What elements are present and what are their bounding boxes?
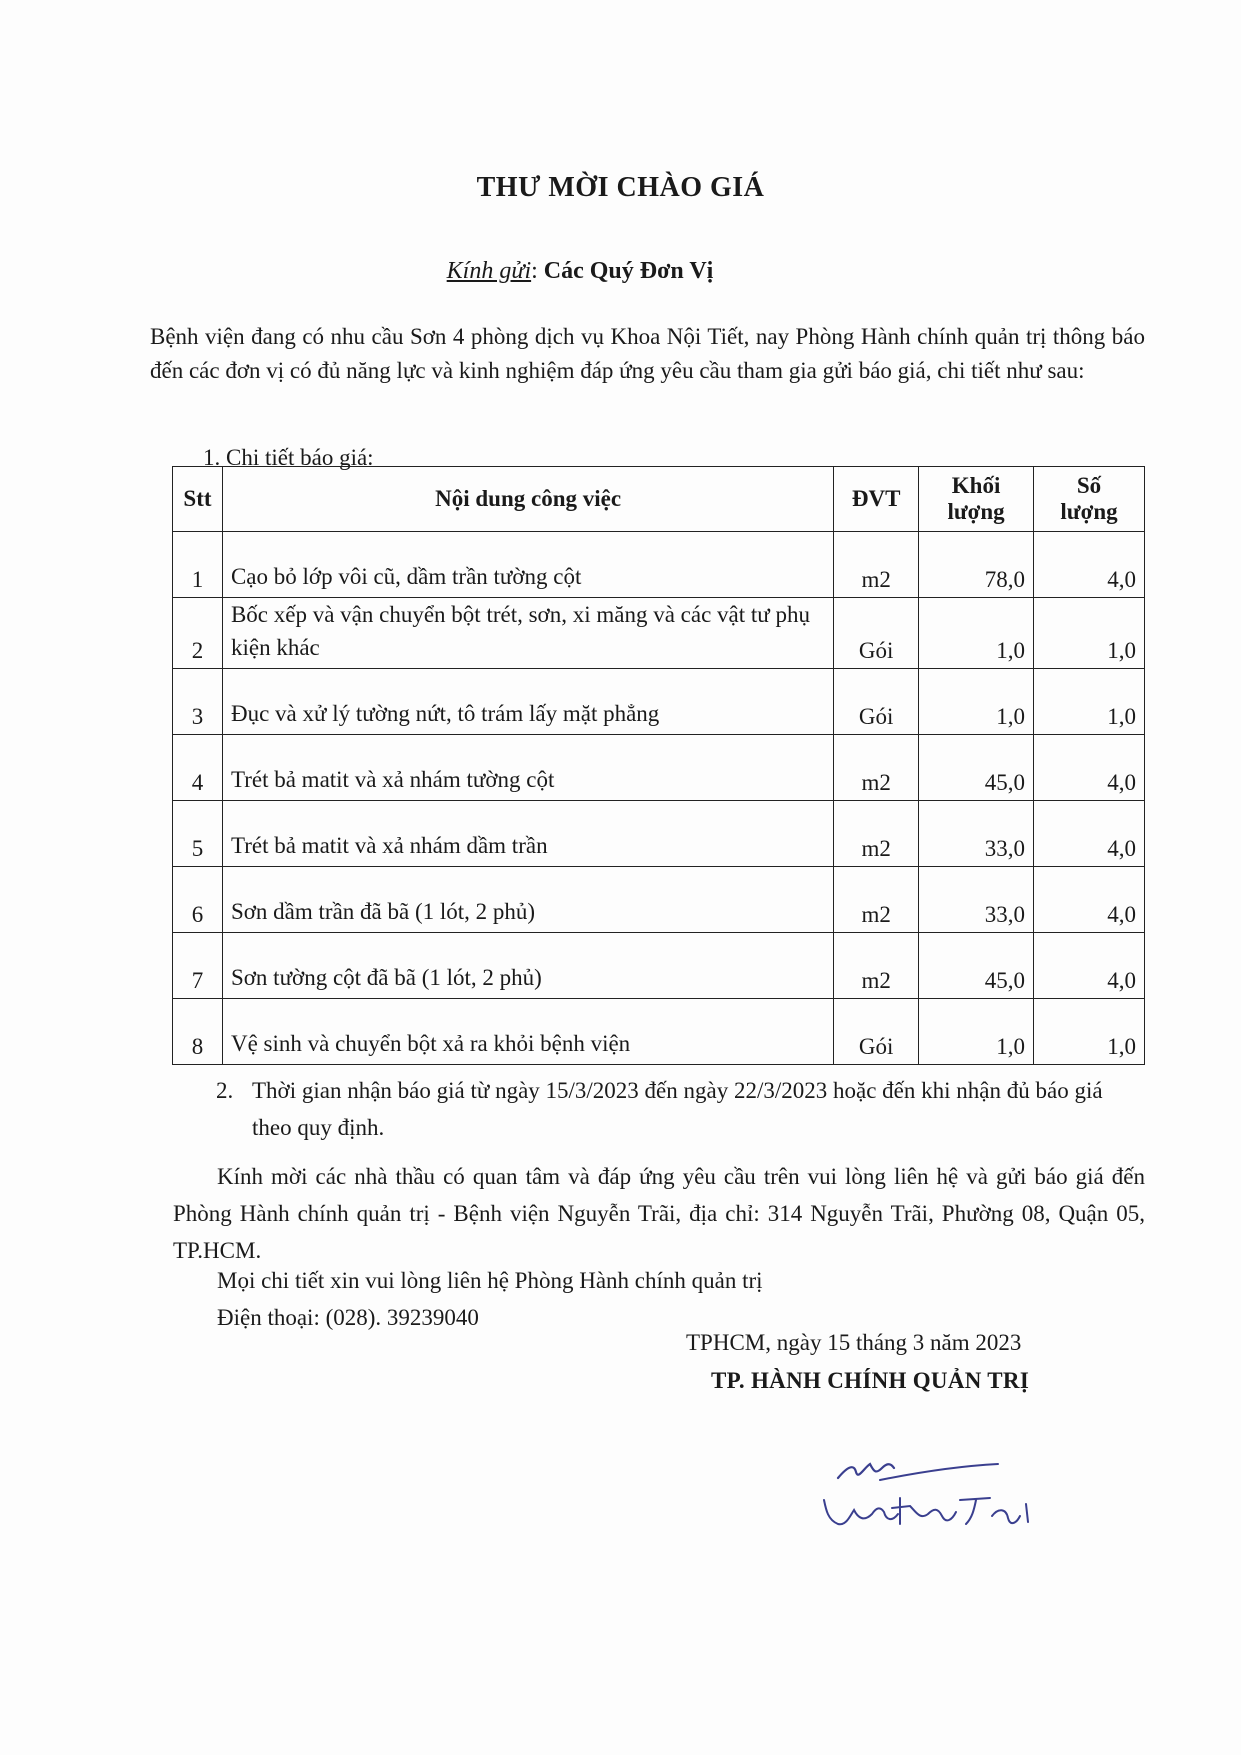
row-unit: m2 (834, 735, 919, 801)
table-row (173, 867, 1145, 933)
phone-line: Điện thoại: (028). 39239040 (217, 1305, 479, 1330)
row-volume: 33,0 (919, 801, 1034, 867)
row-volume: 1,0 (919, 598, 1034, 669)
document-title: THƯ MỜI CHÀO GIÁ (476, 172, 765, 203)
row-description: Đục và xử lý tường nứt, tô trám lấy mặt phẳng (222, 669, 833, 735)
table-body (173, 532, 1145, 1065)
header-description: Nội dung công việc (222, 467, 833, 532)
row-quantity: 4,0 (1034, 933, 1145, 999)
table-header-row (173, 467, 1145, 532)
row-volume: 78,0 (919, 532, 1034, 598)
section-1-heading: 1. Chi tiết báo giá: (203, 445, 374, 470)
row-description: Trét bả matit và xả nhám dầm trần (222, 801, 833, 867)
header-quantity (1034, 467, 1145, 532)
row-unit: Gói (834, 999, 919, 1065)
table-row (173, 669, 1145, 735)
row-stt: 2 (173, 598, 223, 669)
greeting-line (0, 258, 1160, 285)
row-description: Sơn tường cột đã bã (1 lót, 2 phủ) (222, 933, 833, 999)
row-stt: 7 (173, 933, 223, 999)
row-quantity: 1,0 (1034, 999, 1145, 1065)
greeting-colon: : (531, 258, 538, 284)
row-volume: 45,0 (919, 735, 1034, 801)
greeting-label: Kính gửi (446, 258, 532, 284)
row-volume: 1,0 (919, 669, 1034, 735)
greeting-recipient: Các Quý Đơn Vị (543, 258, 714, 284)
table-row (173, 735, 1145, 801)
row-stt: 1 (173, 532, 223, 598)
row-quantity: 4,0 (1034, 867, 1145, 933)
signature-title: TP. HÀNH CHÍNH QUẢN TRỊ (711, 1368, 1030, 1393)
row-stt: 4 (173, 735, 223, 801)
table-row (173, 933, 1145, 999)
invitation-paragraph: Kính mời các nhà thầu có quan tâm và đáp ứng yêu cầu trên vui lòng liên hệ và gửi báo giá đến Phòng Hành chính quản trị - Bệnh viện Nguyễn Trãi, địa chỉ: 314 Nguyễn Trãi, Phường 08, Quận 05, TP.HCM. (173, 1164, 1145, 1263)
row-quantity: 1,0 (1034, 669, 1145, 735)
row-quantity: 1,0 (1034, 598, 1145, 669)
section-2-text: Thời gian nhận báo giá từ ngày 15/3/2023 đến ngày 22/3/2023 hoặc đến khi nhận đủ báo giá theo quy định. (252, 1078, 1103, 1140)
table-row (173, 532, 1145, 598)
contact-line: Mọi chi tiết xin vui lòng liên hệ Phòng Hành chính quản trị (217, 1268, 763, 1293)
row-volume: 33,0 (919, 867, 1034, 933)
header-stt: Stt (173, 467, 223, 532)
row-unit: m2 (834, 867, 919, 933)
row-description: Bốc xếp và vận chuyển bột trét, sơn, xi măng và các vật tư phụ kiện khác (222, 598, 833, 669)
row-stt: 3 (173, 669, 223, 735)
quotation-table (172, 466, 1145, 1065)
header-volume (919, 467, 1034, 532)
row-stt: 6 (173, 867, 223, 933)
row-stt: 5 (173, 801, 223, 867)
header-quantity-line1: Số (1076, 473, 1102, 498)
row-quantity: 4,0 (1034, 735, 1145, 801)
row-unit: m2 (834, 801, 919, 867)
handwritten-signature (820, 1438, 1040, 1548)
table-row (173, 598, 1145, 669)
section-2 (216, 1072, 1146, 1146)
row-description: Trét bả matit và xả nhám tường cột (222, 735, 833, 801)
header-volume-line2: lượng (947, 499, 1005, 524)
row-unit: m2 (834, 532, 919, 598)
row-unit: Gói (834, 669, 919, 735)
header-quantity-line2: lượng (1060, 499, 1118, 524)
section-2-number: 2. (216, 1078, 234, 1103)
intro-paragraph: Bệnh viện đang có nhu cầu Sơn 4 phòng dịch vụ Khoa Nội Tiết, nay Phòng Hành chính quản trị thông báo đến các đơn vị có đủ năng lực và kinh nghiệm đáp ứng yêu cầu tham gia gửi báo giá, chi tiết như sau: (150, 324, 1145, 383)
row-quantity: 4,0 (1034, 532, 1145, 598)
row-volume: 1,0 (919, 999, 1034, 1065)
table-row (173, 999, 1145, 1065)
header-unit: ĐVT (834, 467, 919, 532)
row-stt: 8 (173, 999, 223, 1065)
date-line: TPHCM, ngày 15 tháng 3 năm 2023 (686, 1330, 1022, 1355)
row-unit: Gói (834, 598, 919, 669)
row-description: Sơn dầm trần đã bã (1 lót, 2 phủ) (222, 867, 833, 933)
row-quantity: 4,0 (1034, 801, 1145, 867)
row-description: Cạo bỏ lớp vôi cũ, dầm trần tường cột (222, 532, 833, 598)
row-unit: m2 (834, 933, 919, 999)
row-volume: 45,0 (919, 933, 1034, 999)
table-row (173, 801, 1145, 867)
row-description: Vệ sinh và chuyển bột xả ra khỏi bệnh viện (222, 999, 833, 1065)
header-volume-line1: Khối (951, 473, 1001, 498)
